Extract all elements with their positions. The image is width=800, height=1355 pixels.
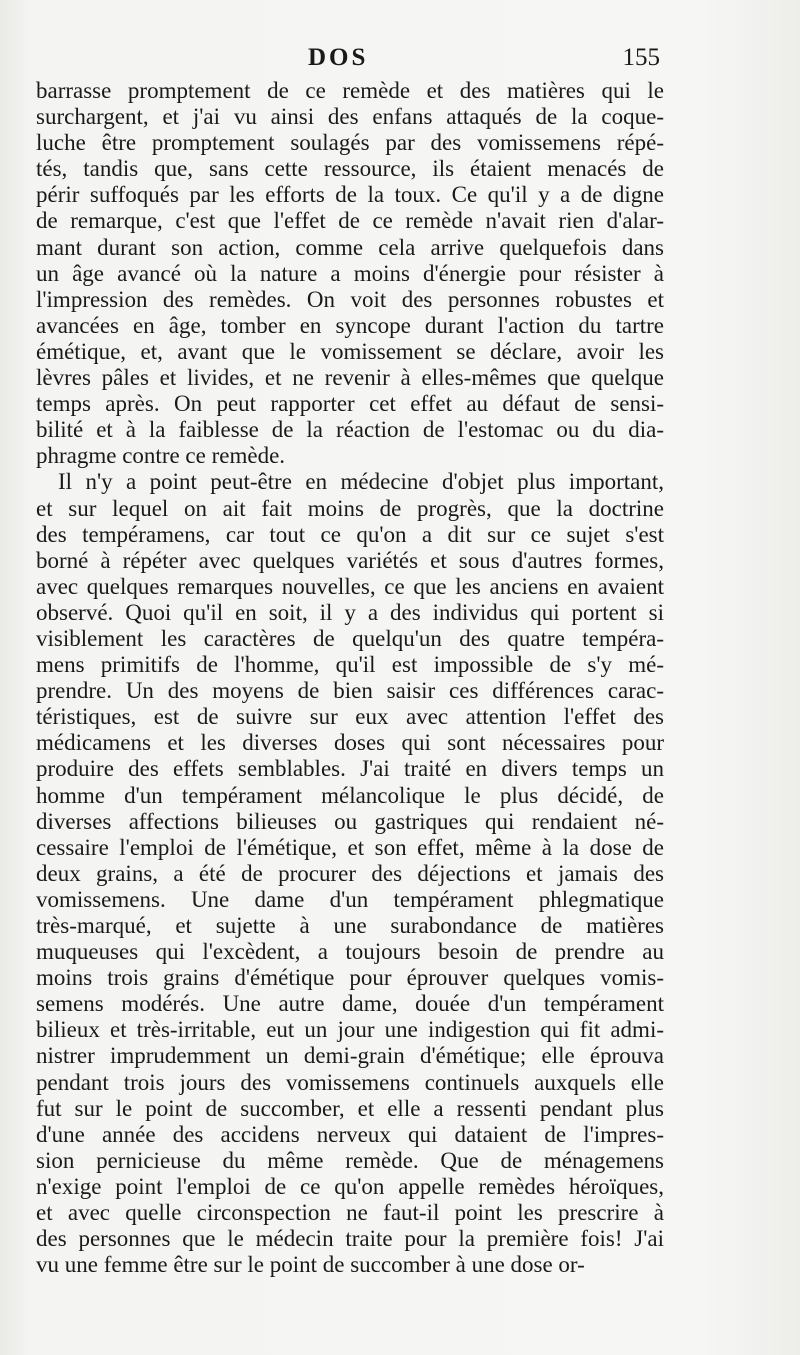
- text-line: et sur lequel on ait fait moins de progrès, que la doctrine: [36, 495, 664, 521]
- text-line: diverses affections bilieuses ou gastriques qui rendaient né-: [36, 808, 664, 834]
- running-head: DOS: [308, 44, 369, 71]
- text-line: émétique, et, avant que le vomissement se déclare, avoir les: [36, 338, 664, 364]
- text-line: pendant trois jours des vomissemens continuels auxquels elle: [36, 1069, 664, 1095]
- text-line: l'impression des remèdes. On voit des personnes robustes et: [36, 286, 664, 312]
- text-line: mens primitifs de l'homme, qu'il est impossible de s'y mé-: [36, 652, 664, 678]
- body-text: [36, 78, 664, 1278]
- text-line: mant durant son action, comme cela arrive quelquefois dans: [36, 234, 664, 260]
- text-line: téristiques, est de suivre sur eux avec attention l'effet des: [36, 704, 664, 730]
- text-line: d'une année des accidens nerveux qui dataient de l'impres-: [36, 1121, 664, 1147]
- text-line: n'exige point l'emploi de ce qu'on appelle remèdes héroïques,: [36, 1173, 664, 1199]
- text-line: barrasse promptement de ce remède et des matières qui le: [36, 78, 664, 103]
- text-line: moins trois grains d'émétique pour éprouver quelques vomis-: [36, 965, 664, 991]
- text-line: produire des effets semblables. J'ai traité en divers temps un: [36, 756, 664, 782]
- text-line: Il n'y a point peut-être en médecine d'objet plus important,: [58, 469, 664, 495]
- text-line: bilieux et très-irritable, eut un jour une indigestion qui fit admi-: [36, 1017, 664, 1043]
- text-line: et avec quelle circonspection ne faut-il point les prescrire à: [36, 1200, 664, 1226]
- text-line: des tempéramens, car tout ce qu'on a dit sur ce sujet s'est: [36, 521, 664, 547]
- text-line: borné à répéter avec quelques variétés et sous d'autres formes,: [36, 547, 664, 573]
- page-header: [0, 44, 800, 80]
- text-line: médicamens et les diverses doses qui sont nécessaires pour: [36, 730, 664, 756]
- text-line: cessaire l'emploi de l'émétique, et son effet, même à la dose de: [36, 834, 664, 860]
- text-line: luche être promptement soulagés par des vomissemens répé-: [36, 130, 664, 156]
- page-number: 155: [622, 44, 660, 71]
- text-line: fut sur le point de succomber, et elle a ressenti pendant plus: [36, 1095, 664, 1121]
- text-line: vu une femme être sur le point de succomber à une dose or-: [36, 1252, 585, 1278]
- text-line: observé. Quoi qu'il en soit, il y a des individus qui portent si: [36, 599, 664, 625]
- text-line: muqueuses qui l'excèdent, a toujours besoin de prendre au: [36, 939, 664, 965]
- text-line: sion pernicieuse du même remède. Que de ménagemens: [36, 1147, 664, 1173]
- text-line: semens modérés. Une autre dame, douée d'un tempérament: [36, 991, 664, 1017]
- text-line: surchargent, et j'ai vu ainsi des enfans attaqués de la coque-: [36, 104, 664, 130]
- text-line: deux grains, a été de procurer des déjections et jamais des: [36, 860, 664, 886]
- text-line: tés, tandis que, sans cette ressource, ils étaient menacés de: [36, 156, 664, 182]
- text-line: nistrer imprudemment un demi-grain d'émétique; elle éprouva: [36, 1043, 664, 1069]
- text-line: des personnes que le médecin traite pour la première fois! J'ai: [36, 1226, 664, 1252]
- text-line: vomissemens. Une dame d'un tempérament phlegmatique: [36, 886, 664, 912]
- text-line: de remarque, c'est que l'effet de ce remède n'avait rien d'alar-: [36, 208, 664, 234]
- text-line: phragme contre ce remède.: [36, 443, 286, 469]
- text-line: lèvres pâles et livides, et ne revenir à elles-mêmes que quelque: [36, 365, 664, 391]
- text-line: visiblement les caractères de quelqu'un des quatre tempéra-: [36, 625, 664, 651]
- text-line: très-marqué, et sujette à une surabondance de matières: [36, 913, 664, 938]
- text-line: temps après. On peut rapporter cet effet au défaut de sensi-: [36, 391, 664, 417]
- text-line: bilité et à la faiblesse de la réaction de l'estomac ou du dia-: [36, 417, 664, 443]
- text-line: avancées en âge, tomber en syncope durant l'action du tartre: [36, 312, 664, 338]
- text-line: homme d'un tempérament mélancolique le plus décidé, de: [36, 782, 664, 808]
- text-line: un âge avancé où la nature a moins d'énergie pour résister à: [36, 260, 664, 286]
- text-line: périr suffoqués par les efforts de la toux. Ce qu'il y a de digne: [36, 182, 664, 208]
- text-line: prendre. Un des moyens de bien saisir ces différences carac-: [36, 678, 664, 704]
- text-line: avec quelques remarques nouvelles, ce que les anciens en avaient: [36, 573, 664, 599]
